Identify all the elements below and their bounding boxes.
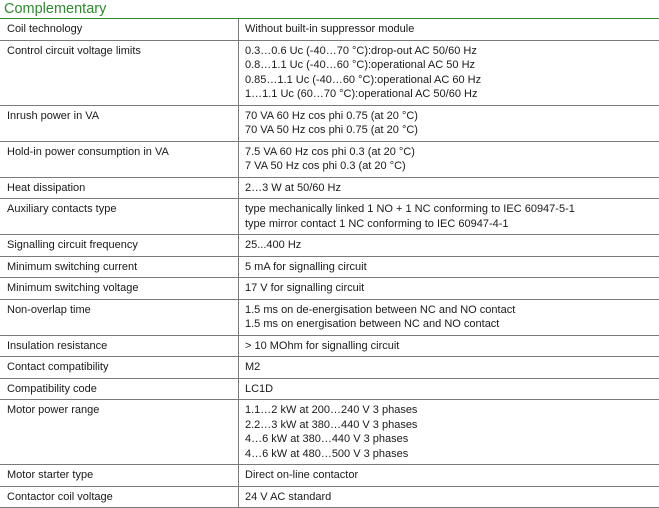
spec-value: 17 V for signalling circuit: [245, 281, 655, 296]
spec-label: Insulation resistance: [0, 335, 239, 357]
spec-value: 2.2…3 kW at 380…440 V 3 phases: [245, 418, 655, 433]
spec-value: 70 VA 50 Hz cos phi 0.75 (at 20 °C): [245, 123, 655, 138]
spec-table: [0, 19, 659, 508]
spec-row: [0, 486, 659, 508]
spec-value-cell: [239, 19, 659, 40]
spec-label: Minimum switching voltage: [0, 278, 239, 300]
spec-label: Control circuit voltage limits: [0, 40, 239, 105]
spec-label: Non-overlap time: [0, 299, 239, 335]
spec-value-cell: [239, 299, 659, 335]
spec-value: 0.85…1.1 Uc (-40…60 °C):operational AC 60 Hz: [245, 73, 655, 88]
spec-value-cell: [239, 357, 659, 379]
spec-row: [0, 299, 659, 335]
spec-row: [0, 465, 659, 487]
spec-value: M2: [245, 360, 655, 375]
spec-value: LC1D: [245, 382, 655, 397]
spec-value: 1.5 ms on energisation between NC and NO contact: [245, 317, 655, 332]
spec-label: Hold-in power consumption in VA: [0, 141, 239, 177]
spec-label: Motor starter type: [0, 465, 239, 487]
spec-row: [0, 335, 659, 357]
spec-value-cell: [239, 256, 659, 278]
spec-value: type mechanically linked 1 NO + 1 NC conforming to IEC 60947-5-1: [245, 202, 655, 217]
spec-value-cell: [239, 486, 659, 508]
spec-label: Motor power range: [0, 400, 239, 465]
spec-value-cell: [239, 335, 659, 357]
spec-value: 1.1…2 kW at 200…240 V 3 phases: [245, 403, 655, 418]
spec-row: [0, 235, 659, 257]
section-title: Complementary: [4, 0, 106, 18]
spec-table-body: [0, 19, 659, 508]
spec-value-cell: [239, 40, 659, 105]
spec-row: [0, 199, 659, 235]
spec-value: 24 V AC standard: [245, 490, 655, 505]
spec-value: Direct on-line contactor: [245, 468, 655, 483]
spec-value-cell: [239, 278, 659, 300]
spec-row: [0, 177, 659, 199]
spec-value-cell: [239, 105, 659, 141]
spec-value-cell: [239, 177, 659, 199]
spec-value: 7 VA 50 Hz cos phi 0.3 (at 20 °C): [245, 159, 655, 174]
spec-value-cell: [239, 378, 659, 400]
spec-value-cell: [239, 235, 659, 257]
spec-value-cell: [239, 141, 659, 177]
spec-value: 2…3 W at 50/60 Hz: [245, 181, 655, 196]
spec-value: 0.8…1.1 Uc (-40…60 °C):operational AC 50 Hz: [245, 58, 655, 73]
spec-value-cell: [239, 465, 659, 487]
spec-label: Compatibility code: [0, 378, 239, 400]
spec-value: 1…1.1 Uc (60…70 °C):operational AC 50/60 Hz: [245, 87, 655, 102]
spec-row: [0, 256, 659, 278]
spec-value: Without built-in suppressor module: [245, 22, 655, 37]
spec-value-cell: [239, 199, 659, 235]
spec-row: [0, 400, 659, 465]
spec-label: Minimum switching current: [0, 256, 239, 278]
spec-label: Auxiliary contacts type: [0, 199, 239, 235]
spec-row: [0, 378, 659, 400]
spec-row: [0, 141, 659, 177]
spec-label: Inrush power in VA: [0, 105, 239, 141]
spec-value: > 10 MOhm for signalling circuit: [245, 339, 655, 354]
spec-label: Contact compatibility: [0, 357, 239, 379]
spec-value: 4…6 kW at 380…440 V 3 phases: [245, 432, 655, 447]
spec-row: [0, 40, 659, 105]
spec-row: [0, 357, 659, 379]
spec-value: 5 mA for signalling circuit: [245, 260, 655, 275]
spec-value: 0.3…0.6 Uc (-40…70 °C):drop-out AC 50/60 Hz: [245, 44, 655, 59]
spec-value: 4…6 kW at 480…500 V 3 phases: [245, 447, 655, 462]
spec-value: 1.5 ms on de-energisation between NC and NO contact: [245, 303, 655, 318]
spec-value: 7.5 VA 60 Hz cos phi 0.3 (at 20 °C): [245, 145, 655, 160]
spec-row: [0, 105, 659, 141]
spec-value: 70 VA 60 Hz cos phi 0.75 (at 20 °C): [245, 109, 655, 124]
spec-label: Heat dissipation: [0, 177, 239, 199]
spec-row: [0, 19, 659, 40]
spec-row: [0, 278, 659, 300]
spec-label: Contactor coil voltage: [0, 486, 239, 508]
spec-value: 25...400 Hz: [245, 238, 655, 253]
spec-label: Signalling circuit frequency: [0, 235, 239, 257]
spec-label: Coil technology: [0, 19, 239, 40]
spec-value-cell: [239, 400, 659, 465]
spec-value: type mirror contact 1 NC conforming to IEC 60947-4-1: [245, 217, 655, 232]
